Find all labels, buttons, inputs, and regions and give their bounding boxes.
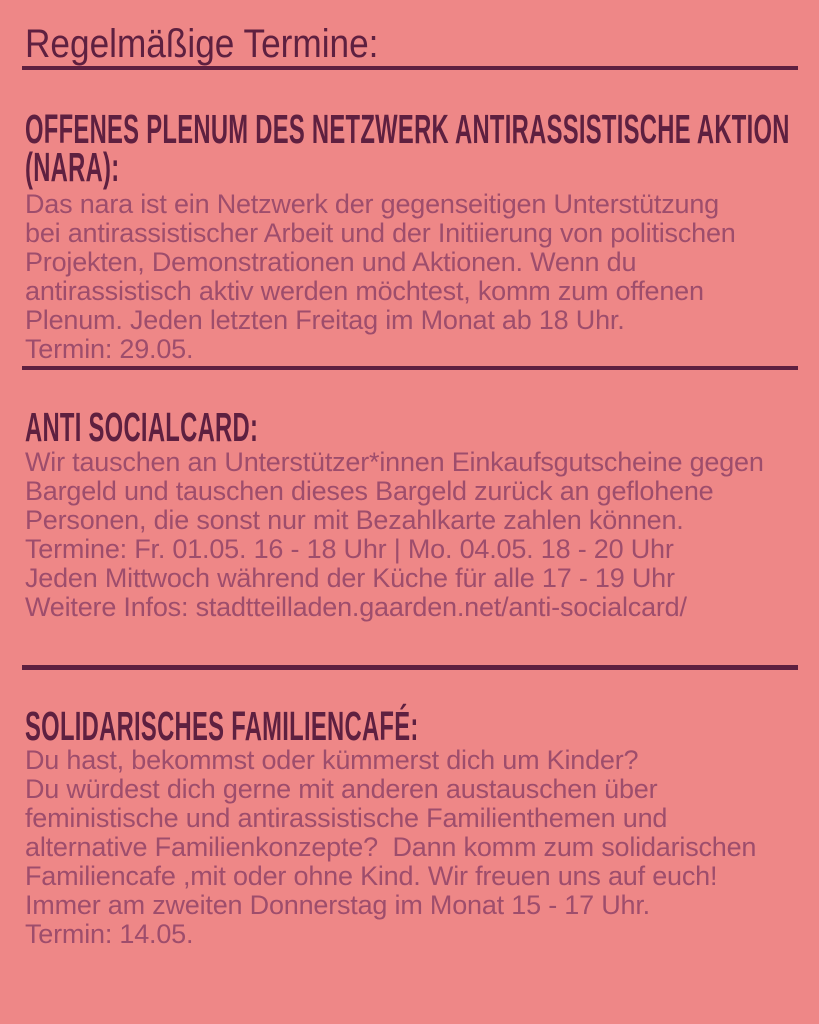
body-line: antirassistisch aktiv werden möchtest, komm zum offenen [25, 276, 704, 306]
page-title: Regelmäßige Termine: [25, 22, 379, 66]
section-solidarisches-familiencafe [0, 703, 819, 949]
body-line: Projekten, Demonstrationen und Aktionen. Wenn du [25, 247, 637, 277]
body-line: Jeden Mittwoch während der Küche für alle 17 - 19 Uhr [25, 563, 675, 593]
termin-line: Termin: 14.05. [25, 919, 194, 949]
body-line: alternative Familienkonzepte? Dann komm zum solidarischen [25, 832, 757, 862]
body-line: Das nara ist ein Netzwerk der gegenseitigen Unterstützung [25, 189, 719, 219]
section-heading-line: SOLIDARISCHES FAMILIENCAFÉ: [25, 703, 419, 749]
body-line: feministische und antirassistische Familienthemen und [25, 803, 668, 833]
body-line: Wir tauschen an Unterstützer*innen Einkaufsgutscheine gegen [25, 447, 764, 477]
body-line: Plenum. Jeden letzten Freitag im Monat ab 18 Uhr. [25, 305, 625, 335]
body-line: Du hast, bekommst oder kümmerst dich um Kinder? [25, 745, 639, 775]
section-divider [22, 366, 798, 370]
section-divider [22, 665, 798, 670]
section-heading-line: ANTI SOCIALCARD: [25, 404, 259, 450]
body-line: Bargeld und tauschen dieses Bargeld zurück an geflohene [25, 476, 714, 506]
body-line: Familiencafe ,mit oder ohne Kind. Wir freuen uns auf euch! [25, 861, 718, 891]
section-heading-line: OFFENES PLENUM DES NETZWERK ANTIRASSISTISCHE AKTION [25, 106, 790, 152]
section-heading-familiencafe [25, 703, 486, 749]
body-line: Immer am zweiten Donnerstag im Monat 15 - 17 Uhr. [25, 890, 650, 920]
body-line: bei antirassistischer Arbeit und der Initiierung von politischen [25, 218, 736, 248]
page-title-block [22, 24, 798, 70]
termin-line: Termin: 29.05. [25, 334, 194, 364]
body-line: Personen, die sonst nur mit Bezahlkarte zahlen können. [25, 505, 684, 535]
body-line: Du würdest dich gerne mit anderen austauschen über [25, 774, 658, 804]
section-heading-line: (NARA): [25, 144, 120, 190]
section-body-nara [25, 190, 819, 364]
section-anti-socialcard [0, 404, 819, 622]
section-offenes-plenum-nara [0, 106, 819, 364]
info-url-line: Weitere Infos: stadtteilladen.gaarden.net/anti-socialcard/ [25, 592, 687, 622]
section-body-familiencafe [25, 746, 819, 949]
termine-line: Termine: Fr. 01.05. 16 - 18 Uhr | Mo. 04.05. 18 - 20 Uhr [25, 534, 674, 564]
section-body-anti-socialcard [25, 448, 819, 622]
section-heading-anti-socialcard [25, 404, 486, 450]
section-heading-nara [25, 106, 790, 190]
